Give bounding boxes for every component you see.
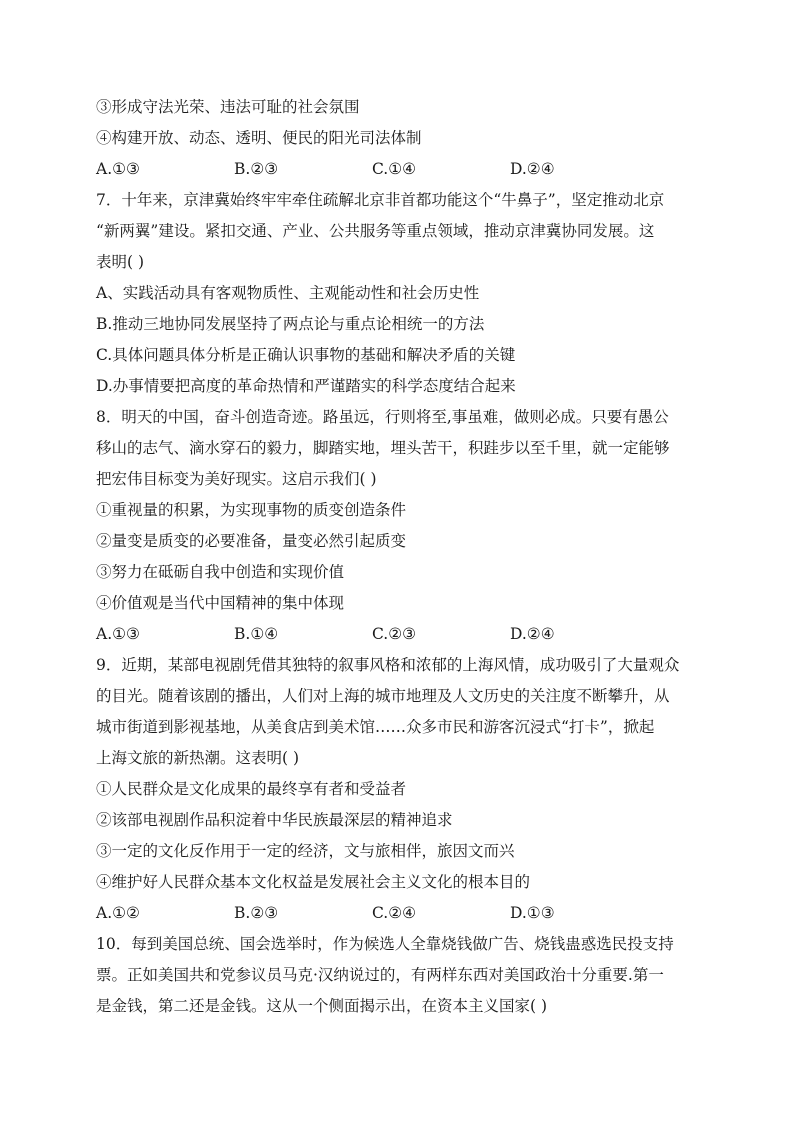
question-stem-line: 8．明天的中国，奋斗创造奇迹。路虽远，行则将至,事虽难，做则必成。只要有愚公 [96, 408, 669, 426]
option-a: A.①③ [96, 625, 140, 643]
question-stem-line: 是金钱，第二还是金钱。这从一个侧面揭示出，在资本主义国家( ) [96, 997, 548, 1015]
question-stem-line: 把宏伟目标变为美好现实。这启示我们( ) [96, 470, 377, 488]
choice-d: D.办事情要把高度的革命热情和严谨踏实的科学态度结合起来 [96, 377, 516, 395]
question-stem-line: 表明( ) [96, 253, 145, 271]
statement-item: ②量变是质变的必要准备，量变必然引起质变 [96, 532, 407, 550]
choice-c: C.具体问题具体分析是正确认识事物的基础和解决矛盾的关键 [96, 346, 516, 364]
question-stem-line: 移山的志气、滴水穿石的毅力，脚踏实地，埋头苦干，积跬步以至千里，就一定能够 [96, 439, 670, 457]
statement-item: ③努力在砥砺自我中创造和实现价值 [96, 563, 345, 581]
choice-a: A、实践活动具有客观物质性、主观能动性和社会历史性 [96, 284, 480, 302]
option-b: B.②③ [234, 904, 279, 922]
statement-item: ③形成守法光荣、违法可耻的社会氛围 [96, 98, 360, 116]
option-d: D.②④ [510, 160, 555, 178]
option-b: B.②③ [234, 160, 279, 178]
question-stem-line: 10．每到美国总统、国会选举时，作为候选人全靠烧钱做广告、烧钱蛊惑选民投支持 [96, 935, 674, 953]
answer-options [96, 154, 698, 185]
option-d: D.①③ [510, 904, 555, 922]
statement-item: ④构建开放、动态、透明、便民的阳光司法体制 [96, 129, 422, 147]
question-stem-line: “新两翼”建设。紧扣交通、产业、公共服务等重点领域，推动京津冀协同发展。这 [96, 222, 655, 240]
answer-options [96, 619, 698, 650]
option-d: D.②④ [510, 625, 555, 643]
question-stem-line: 7．十年来，京津冀始终牢牢牵住疏解北京非首都功能这个“牛鼻子”，坚定推动北京 [96, 191, 665, 209]
question-stem-line: 9．近期，某部电视剧凭借其独特的叙事风格和浓郁的上海风情，成功吸引了大量观众 [96, 656, 680, 674]
statement-item: ①重视量的积累，为实现事物的质变创造条件 [96, 501, 407, 519]
question-6-continued [96, 92, 698, 185]
question-stem-line: 城市街道到影视基地，从美食店到美术馆……众多市民和游客沉浸式“打卡”，掀起 [96, 718, 655, 736]
option-c: C.①④ [372, 160, 417, 178]
option-c: C.②③ [372, 625, 417, 643]
option-b: B.①④ [234, 625, 279, 643]
statement-item: ③一定的文化反作用于一定的经济，文与旅相伴，旅因文而兴 [96, 842, 515, 860]
option-a: A.①③ [96, 160, 140, 178]
question-stem-line: 上海文旅的新热潮。这表明( ) [96, 749, 300, 767]
statement-item: ④维护好人民群众基本文化权益是发展社会主义文化的根本目的 [96, 873, 531, 891]
question-stem-line: 票。正如美国共和党参议员马克·汉纳说过的，有两样东西对美国政治十分重要.第一 [96, 966, 664, 984]
statement-item: ④价值观是当代中国精神的集中体现 [96, 594, 345, 612]
question-8 [96, 402, 698, 650]
question-stem-line: 的目光。随着该剧的播出，人们对上海的城市地理及人文历史的关注度不断攀升，从 [96, 687, 670, 705]
option-a: A.①② [96, 904, 140, 922]
choice-b: B.推动三地协同发展坚持了两点论与重点论相统一的方法 [96, 315, 485, 333]
statement-item: ②该部电视剧作品积淀着中华民族最深层的精神追求 [96, 811, 453, 829]
question-7 [96, 185, 698, 402]
answer-options [96, 898, 698, 929]
question-10 [96, 929, 698, 1022]
question-9 [96, 650, 698, 929]
option-c: C.②④ [372, 904, 417, 922]
statement-item: ①人民群众是文化成果的最终享有者和受益者 [96, 780, 407, 798]
